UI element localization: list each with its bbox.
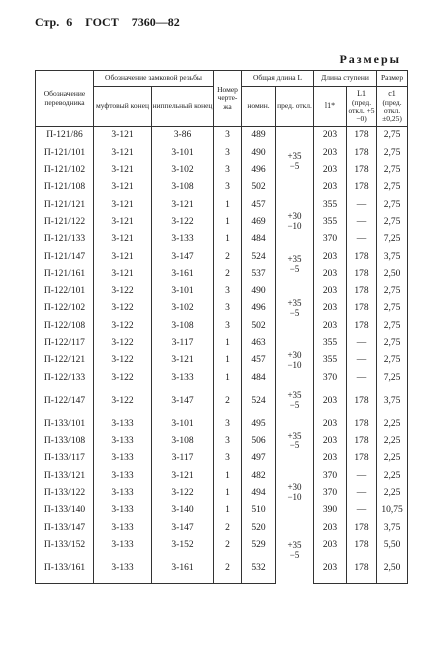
cell-designation: П-133/147 [36,519,94,536]
cell-nipple-end: 3-121 [152,196,214,213]
cell-nominal-length: 537 [242,265,276,282]
table-row [36,196,408,213]
cell-coupling-end: 3-122 [94,283,152,300]
cell-l1: 203 [314,433,347,450]
cell-drawing-no: 1 [214,369,242,386]
cell-designation: П-121/147 [36,248,94,265]
cell-designation: П-133/121 [36,467,94,484]
cell-l1: 355 [314,352,347,369]
cell-coupling-end: 3-122 [94,369,152,386]
cell-drawing-no: 2 [214,519,242,536]
cell-l1: 370 [314,369,347,386]
cell-l1: 355 [314,213,347,230]
cell-c1: 10,75 [377,502,408,519]
cell-nominal-length: 532 [242,554,276,584]
cell-nipple-end: 3-122 [152,485,214,502]
col-L1 [347,87,377,127]
cell-c1: 2,75 [377,352,408,369]
table-row [36,502,408,519]
cell-nominal-length: 484 [242,369,276,386]
table-row [36,467,408,484]
cell-designation: П-133/161 [36,554,94,584]
table-row [36,231,408,248]
table-row [36,127,408,145]
cell-L1: 178 [347,519,377,536]
cell-nominal-length: 489 [242,127,276,145]
cell-L1: 178 [347,317,377,334]
cell-coupling-end: 3-133 [94,554,152,584]
table-row [36,213,408,230]
cell-c1: 5,50 [377,537,408,554]
cell-L1: 178 [347,162,377,179]
cell-nipple-end: 3-101 [152,283,214,300]
col-c1-symbol: c1 [388,88,396,98]
cell-drawing-no: 1 [214,467,242,484]
cell-drawing-no: 2 [214,537,242,554]
cell-length-tolerance [276,335,314,387]
cell-l1: 370 [314,467,347,484]
cell-c1: 2,25 [377,415,408,432]
cell-nominal-length: 496 [242,300,276,317]
tolerance-upper: +35 [287,390,302,401]
cell-nipple-end: 3-121 [152,467,214,484]
tolerance-upper: +35 [287,254,302,265]
cell-designation: П-122/101 [36,283,94,300]
cell-nominal-length: 494 [242,485,276,502]
table-row [36,179,408,196]
cell-drawing-no: 3 [214,179,242,196]
cell-nominal-length: 457 [242,352,276,369]
tolerance-lower: −5 [289,264,300,275]
cell-c1: 2,75 [377,196,408,213]
cell-l1: 203 [314,450,347,467]
col-L1-symbol: L1 [357,88,366,98]
page-header [35,15,184,30]
cell-nipple-end: 3-121 [152,352,214,369]
cell-length-tolerance [276,467,314,519]
tolerance-upper: +35 [287,430,302,441]
cell-coupling-end: 3-121 [94,231,152,248]
cell-drawing-no: 3 [214,144,242,161]
cell-c1: 3,75 [377,248,408,265]
cell-l1: 203 [314,265,347,282]
cell-c1: 2,75 [377,283,408,300]
cell-c1: 2,75 [377,127,408,145]
cell-drawing-no: 2 [214,265,242,282]
cell-coupling-end: 3-121 [94,144,152,161]
cell-designation: П-122/147 [36,386,94,415]
table-row [36,352,408,369]
cell-designation: П-122/117 [36,335,94,352]
col-designation: Обозначение переводника [36,71,94,127]
table-row [36,144,408,161]
cell-drawing-no: 3 [214,283,242,300]
cell-coupling-end: 3-122 [94,335,152,352]
cell-length-tolerance [276,127,314,197]
cell-nominal-length: 495 [242,415,276,432]
cell-nominal-length: 490 [242,144,276,161]
cell-nominal-length: 524 [242,248,276,265]
cell-c1: 2,75 [377,300,408,317]
tolerance-lower: −5 [289,160,300,171]
col-tolerance: пред. откл. [276,87,314,127]
cell-l1: 203 [314,127,347,145]
table-body [36,127,408,584]
col-step-length: Длина ступени [314,71,377,87]
cell-nipple-end: 3-102 [152,300,214,317]
cell-nominal-length: 510 [242,502,276,519]
cell-L1: 178 [347,433,377,450]
col-drawing-no: Номер черте-жа [214,71,242,127]
cell-L1: — [347,231,377,248]
cell-L1: — [347,196,377,213]
cell-drawing-no: 3 [214,300,242,317]
cell-designation: П-121/121 [36,196,94,213]
cell-designation: П-121/102 [36,162,94,179]
cell-l1: 370 [314,231,347,248]
cell-nipple-end: 3-122 [152,213,214,230]
cell-length-tolerance [276,248,314,283]
cell-coupling-end: 3-133 [94,450,152,467]
cell-coupling-end: 3-122 [94,386,152,415]
cell-c1: 2,25 [377,450,408,467]
cell-l1: 203 [314,144,347,161]
cell-l1: 203 [314,162,347,179]
cell-c1: 2,75 [377,213,408,230]
cell-L1: — [347,502,377,519]
cell-l1: 203 [314,179,347,196]
cell-c1: 2,50 [377,554,408,584]
cell-c1: 7,25 [377,369,408,386]
tolerance-upper: +30 [287,211,302,222]
cell-l1: 203 [314,519,347,536]
cell-nipple-end: 3-108 [152,433,214,450]
cell-drawing-no: 2 [214,554,242,584]
cell-nominal-length: 502 [242,179,276,196]
cell-c1: 2,75 [377,179,408,196]
cell-l1: 203 [314,554,347,584]
tolerance-upper: +35 [287,540,302,551]
cell-nominal-length: 482 [242,467,276,484]
cell-designation: П-121/122 [36,213,94,230]
cell-nipple-end: 3-133 [152,231,214,248]
cell-L1: 178 [347,537,377,554]
table-row [36,519,408,536]
table-row [36,283,408,300]
page-number: 6 [66,15,73,29]
col-c1 [377,87,408,127]
table-row [36,537,408,554]
cell-L1: 178 [347,265,377,282]
cell-coupling-end: 3-133 [94,433,152,450]
cell-drawing-no: 1 [214,231,242,248]
cell-coupling-end: 3-133 [94,415,152,432]
cell-l1: 203 [314,300,347,317]
cell-designation: П-133/117 [36,450,94,467]
cell-coupling-end: 3-133 [94,485,152,502]
cell-nominal-length: 502 [242,317,276,334]
cell-l1: 203 [314,537,347,554]
table-caption: Размеры [339,52,401,66]
cell-c1: 3,75 [377,519,408,536]
tolerance-lower: −5 [289,550,300,561]
cell-l1: 203 [314,415,347,432]
cell-nominal-length: 506 [242,433,276,450]
cell-c1: 2,25 [377,467,408,484]
tolerance-lower: −5 [289,307,300,318]
cell-L1: 178 [347,248,377,265]
cell-nipple-end: 3-108 [152,179,214,196]
cell-drawing-no: 3 [214,317,242,334]
table-row [36,162,408,179]
cell-designation: П-133/140 [36,502,94,519]
col-l1: l1* [314,87,347,127]
cell-coupling-end: 3-133 [94,519,152,536]
cell-nipple-end: 3-101 [152,144,214,161]
cell-L1: 178 [347,179,377,196]
tolerance-upper: +30 [287,349,302,360]
cell-c1: 2,75 [377,162,408,179]
col-lock-thread: Обозначение замковой резьбы [94,71,214,87]
cell-drawing-no: 2 [214,386,242,415]
cell-nominal-length: 496 [242,162,276,179]
cell-drawing-no: 1 [214,485,242,502]
cell-c1: 2,75 [377,335,408,352]
cell-designation: П-122/121 [36,352,94,369]
standard-number: 7360—82 [131,15,180,29]
cell-drawing-no: 1 [214,502,242,519]
cell-drawing-no: 3 [214,162,242,179]
cell-length-tolerance [276,386,314,415]
table-row [36,433,408,450]
cell-nominal-length: 484 [242,231,276,248]
cell-nipple-end: 3-140 [152,502,214,519]
cell-L1: — [347,213,377,230]
cell-coupling-end: 3-121 [94,162,152,179]
cell-nipple-end: 3-108 [152,317,214,334]
table-row [36,369,408,386]
cell-coupling-end: 3-133 [94,537,152,554]
cell-nipple-end: 3-117 [152,450,214,467]
cell-designation: П-121/133 [36,231,94,248]
cell-L1: — [347,352,377,369]
table-row [36,415,408,432]
col-coupling-end: муфтовый конец [94,87,152,127]
cell-c1: 3,75 [377,386,408,415]
standard-label: ГОСТ [85,15,119,29]
cell-coupling-end: 3-133 [94,467,152,484]
table-row [36,300,408,317]
cell-nipple-end: 3-147 [152,386,214,415]
cell-designation: П-133/152 [36,537,94,554]
cell-coupling-end: 3-122 [94,300,152,317]
cell-nominal-length: 520 [242,519,276,536]
table-row [36,450,408,467]
cell-nominal-length: 497 [242,450,276,467]
cell-L1: 178 [347,283,377,300]
table-row [36,335,408,352]
tolerance-upper: +35 [287,297,302,308]
cell-nipple-end: 3-152 [152,537,214,554]
cell-drawing-no: 3 [214,415,242,432]
cell-L1: 178 [347,415,377,432]
cell-drawing-no: 2 [214,248,242,265]
cell-nipple-end: 3-117 [152,335,214,352]
cell-coupling-end: 3-121 [94,213,152,230]
tolerance-upper: +30 [287,482,302,493]
page-label: Стр. [35,15,60,29]
cell-designation: П-121/161 [36,265,94,282]
cell-l1: 203 [314,386,347,415]
table-row [36,248,408,265]
cell-nominal-length: 490 [242,283,276,300]
cell-c1: 2,50 [377,265,408,282]
cell-L1: 178 [347,386,377,415]
table-row [36,317,408,334]
tolerance-upper: +35 [287,150,302,161]
cell-c1: 7,25 [377,231,408,248]
cell-nominal-length: 524 [242,386,276,415]
col-size: Размер [377,71,408,87]
table-row [36,265,408,282]
cell-l1: 203 [314,317,347,334]
cell-nipple-end: 3-133 [152,369,214,386]
cell-coupling-end: 3-121 [94,265,152,282]
tolerance-lower: −5 [289,440,300,451]
cell-L1: 178 [347,300,377,317]
cell-coupling-end: 3-121 [94,179,152,196]
cell-l1: 370 [314,485,347,502]
cell-l1: 355 [314,335,347,352]
cell-drawing-no: 3 [214,450,242,467]
tolerance-lower: −10 [287,221,302,232]
cell-designation: П-121/108 [36,179,94,196]
cell-L1: — [347,369,377,386]
cell-nipple-end: 3-102 [152,162,214,179]
col-nominal: номин. [242,87,276,127]
cell-L1: 178 [347,144,377,161]
cell-drawing-no: 1 [214,335,242,352]
cell-coupling-end: 3-121 [94,127,152,145]
cell-nominal-length: 463 [242,335,276,352]
cell-nipple-end: 3-161 [152,554,214,584]
cell-length-tolerance [276,283,314,335]
cell-nipple-end: 3-161 [152,265,214,282]
col-L1-tolerance: (пред. откл. +5 −0) [348,97,375,124]
cell-length-tolerance [276,519,314,583]
cell-l1: 203 [314,248,347,265]
cell-c1: 2,75 [377,144,408,161]
cell-coupling-end: 3-133 [94,502,152,519]
table-row [36,386,408,415]
cell-coupling-end: 3-121 [94,248,152,265]
cell-designation: П-121/101 [36,144,94,161]
cell-coupling-end: 3-122 [94,317,152,334]
tolerance-lower: −10 [287,492,302,503]
col-nipple-end: ниппельный конец [152,87,214,127]
cell-c1: 2,25 [377,485,408,502]
cell-nipple-end: 3-101 [152,415,214,432]
col-total-length: Общая длина L [242,71,314,87]
cell-c1: 2,75 [377,317,408,334]
cell-L1: 178 [347,127,377,145]
cell-designation: П-121/86 [36,127,94,145]
cell-l1: 203 [314,283,347,300]
cell-designation: П-122/133 [36,369,94,386]
cell-L1: — [347,335,377,352]
tolerance-lower: −10 [287,359,302,370]
cell-designation: П-122/108 [36,317,94,334]
cell-nominal-length: 529 [242,537,276,554]
cell-nominal-length: 457 [242,196,276,213]
cell-l1: 355 [314,196,347,213]
cell-drawing-no: 3 [214,433,242,450]
cell-designation: П-133/108 [36,433,94,450]
dimensions-table [35,70,408,584]
cell-c1: 2,25 [377,433,408,450]
cell-l1: 390 [314,502,347,519]
table-row [36,485,408,502]
cell-nominal-length: 469 [242,213,276,230]
cell-length-tolerance [276,415,314,467]
cell-nipple-end: 3-147 [152,519,214,536]
cell-designation: П-133/122 [36,485,94,502]
cell-designation: П-122/102 [36,300,94,317]
cell-L1: — [347,467,377,484]
cell-L1: — [347,485,377,502]
tolerance-lower: −5 [289,399,300,410]
cell-coupling-end: 3-122 [94,352,152,369]
table-row [36,554,408,584]
cell-L1: 178 [347,450,377,467]
cell-L1: 178 [347,554,377,584]
cell-drawing-no: 1 [214,213,242,230]
cell-nipple-end: 3-86 [152,127,214,145]
cell-length-tolerance [276,196,314,248]
cell-nipple-end: 3-147 [152,248,214,265]
cell-designation: П-133/101 [36,415,94,432]
cell-drawing-no: 3 [214,127,242,145]
col-c1-tolerance: (пред. откл. ±0,25) [382,97,402,124]
cell-drawing-no: 1 [214,352,242,369]
cell-coupling-end: 3-121 [94,196,152,213]
cell-drawing-no: 1 [214,196,242,213]
